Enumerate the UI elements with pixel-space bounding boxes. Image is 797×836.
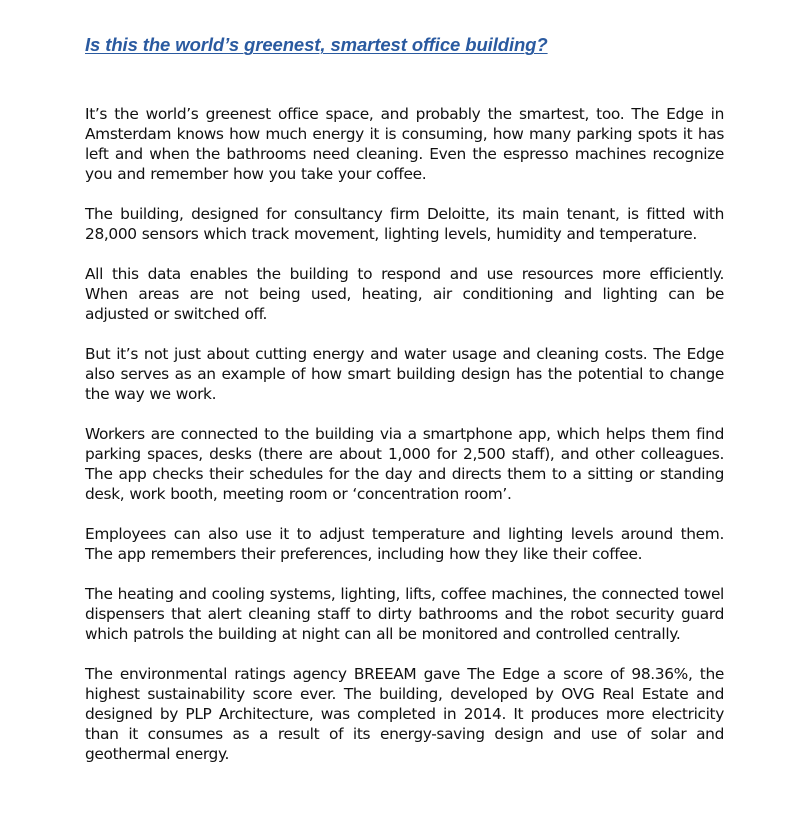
article-title[interactable]: Is this the world’s greenest, smartest office building? xyxy=(85,34,548,55)
paragraph-sensors: The building, designed for consultancy firm Deloitte, its main tenant, is fitted with 28,000 sensors which track movement, lighting levels, humidity and temperature. xyxy=(85,205,724,243)
paragraph-central-control: The heating and cooling systems, lighting, lifts, coffee machines, the connected towel dispensers that alert cleaning staff to dirty bathrooms and the robot security guard which patrols the building at night can all be monitored and controlled centrally. xyxy=(85,585,724,643)
paragraph-breeam-rating: The environmental ratings agency BREEAM gave The Edge a score of 98.36%, the highest sustainability score ever. The building, developed by OVG Real Estate and designed by PLP Architecture, was completed in 2014. It produces more electricity than it consumes as a result of its energy-saving design and use of solar and geothermal energy. xyxy=(85,665,724,763)
paragraph-smart-design: But it’s not just about cutting energy and water usage and cleaning costs. The Edge also serves as an example of how smart building design has the potential to change the way we work. xyxy=(85,345,724,403)
article-body xyxy=(85,104,724,784)
paragraph-data-efficiency: All this data enables the building to respond and use resources more efficiently. When areas are not being used, heating, air conditioning and lighting can be adjusted or switched off. xyxy=(85,265,724,323)
paragraph-preferences: Employees can also use it to adjust temperature and lighting levels around them. The app remembers their preferences, including how they like their coffee. xyxy=(85,525,724,563)
paragraph-smartphone-app: Workers are connected to the building via a smartphone app, which helps them find parking spaces, desks (there are about 1,000 for 2,500 staff), and other colleagues. The app checks their schedules for the day and directs them to a sitting or standing desk, work booth, meeting room or ‘concentration room’. xyxy=(85,425,724,503)
paragraph-intro: It’s the world’s greenest office space, and probably the smartest, too. The Edge in Amsterdam knows how much energy it is consuming, how many parking spots it has left and when the bathrooms need cleaning. Even the espresso machines recognize you and remember how you take your coffee. xyxy=(85,105,724,183)
